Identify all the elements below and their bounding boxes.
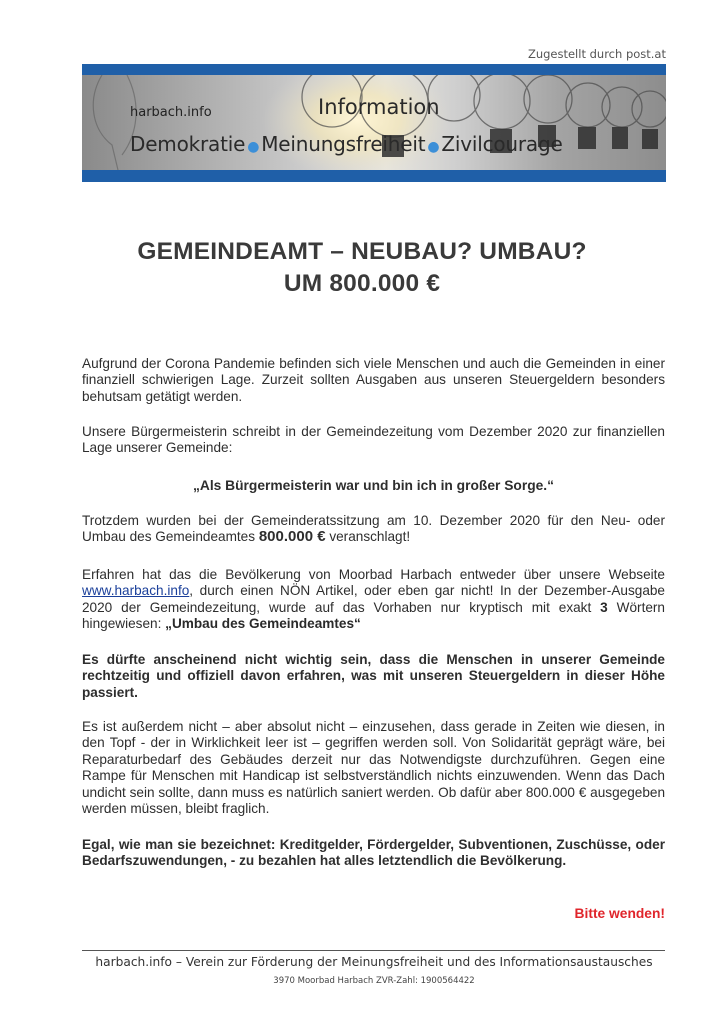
slogan-word-democracy: Demokratie [130,132,246,156]
paragraph-information-sources [82,567,665,633]
banner-site-name: harbach.info [130,105,212,120]
headline-line-1: GEMEINDEAMT – NEUBAU? UMBAU? [137,238,587,265]
slogan-word-free-speech: Meinungsfreiheit [261,132,426,156]
mayor-quote: „Als Bürgermeisterin war und bin ich in großer Sorge.“ [192,478,555,493]
website-link[interactable]: www.harbach.info [82,583,190,599]
slogan-word-civil-courage: Zivilcourage [441,132,563,156]
slogan-dot-icon: ● [247,139,260,155]
paragraph-solidarity: Es ist außerdem nicht – aber absolut nicht – einzusehen, dass gerade in Zeiten wie diesen, in den Topf - der in Wirklichkeit leer ist – gegriffen werden soll. Von Solidarität geprägt wäre, bei Reparaturbedarf des Gebäudes derzeit nur das Notwendigste durchzuführen. Gegen eine Rampe für Menschen mit Handicap ist selbstverständlich nichts einzuwenden. Wenn das Dach undicht sein sollte, dann muss es natürlich saniert werden. Ob dafür aber 800.000 € ausgegeben werden müssen, bleibt fraglich. [82,719,665,817]
header-banner [82,64,666,182]
slogan-dot-icon: ● [427,139,440,155]
paragraph-who-pays: Egal, wie man sie bezeichnet: Kreditgelder, Fördergelder, Subventionen, Zuschüsse, oder Bedarfszuwendungen, - zu bezahlen hat alles letztendlich die Bevölkerung. [82,837,665,869]
delivered-by-note: Zugestellt durch post.at [527,47,666,61]
paragraph-corona: Aufgrund der Corona Pandemie befinden sich viele Menschen und auch die Gemeinden in einer finanziell schwierigen Lage. Zurzeit sollten Ausgaben aus unseren Steuergeldern besonders behutsam getätigt werden. [82,356,665,404]
word-count: 3 [600,599,608,615]
footer-divider [82,950,665,951]
council-text-a: Trotzdem wurden bei der Gemeinderatssitzung am 10. Dezember 2020 für den Neu- oder Umbau des Gemeindeamtes [82,513,665,545]
paragraph-not-important: Es dürfte anscheinend nicht wichtig sein, dass die Menschen in unserer Gemeinde rechtzeitig und offiziell davon erfahren, was mit unseren Steuergeldern in dieser Höhe passiert. [82,652,665,700]
banner-bottom-bar [82,170,666,182]
headline-line-2: UM 800.000 € [283,270,441,297]
banner-slogan [130,132,563,156]
banner-information-heading: Information [318,95,440,119]
announcement-quote: „Umbau des Gemeindeamtes“ [165,616,361,632]
footer-association: harbach.info – Verein zur Förderung der Meinungsfreiheit und des Informationsaustausches [95,955,653,969]
paragraph-mayor-writes: Unsere Bürgermeisterin schreibt in der Gemeindezeitung vom Dezember 2020 zur finanziellen Lage unserer Gemeinde: [82,424,665,456]
footer-address: 3970 Moorbad Harbach ZVR-Zahl: 1900564422 [273,976,475,986]
sources-text-a: Erfahren hat das die Bevölkerung von Moorbad Harbach entweder über unsere Webseite [82,567,665,582]
sources-text-b: , durch einen NÖN Artikel, oder eben gar nicht! In der Dezember-Ausgabe 2020 der Gemeindezeitung, wurde auf das Vorhaben nur kryptisch mit exakt [82,583,665,615]
paragraph-council-meeting [82,513,665,546]
amount-highlight: 800.000 € [258,528,326,546]
sources-text-c: Wörtern hingewiesen: [82,599,665,632]
council-text-b: veranschlagt! [325,529,411,545]
please-turn-over: Bitte wenden! [574,906,665,921]
lightbulb-banner-image [82,75,666,170]
banner-top-bar [82,64,666,75]
